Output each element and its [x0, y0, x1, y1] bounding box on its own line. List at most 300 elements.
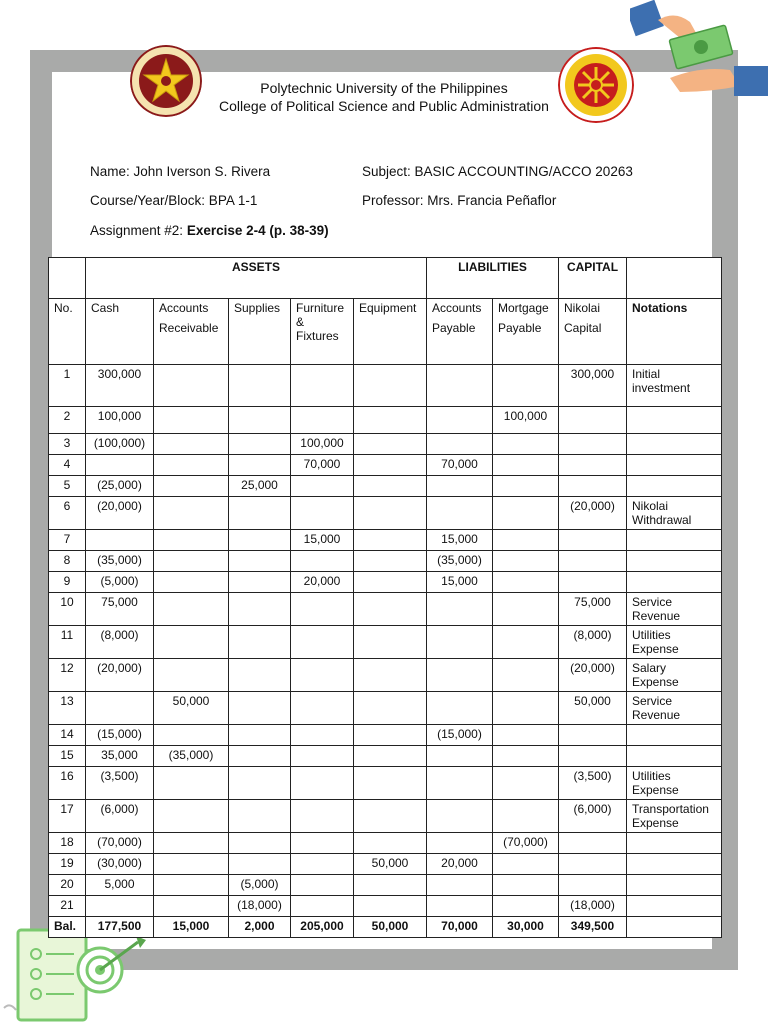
- mortgage-payable-cell: [493, 767, 559, 800]
- table-row: [49, 365, 722, 407]
- supplies-cell: [229, 626, 291, 659]
- notation-cell: [627, 455, 722, 476]
- row-no-cell: 18: [49, 833, 86, 854]
- cash-cell: [86, 455, 154, 476]
- equipment-cell: [354, 455, 427, 476]
- equipment-cell: [354, 572, 427, 593]
- table-row: [49, 476, 722, 497]
- supplies-cell: [229, 659, 291, 692]
- supplies-cell: [229, 365, 291, 407]
- balance-cash: 177,500: [86, 917, 154, 938]
- notation-line2: Expense: [632, 816, 679, 830]
- capital-cell: [559, 875, 627, 896]
- equipment-cell: [354, 833, 427, 854]
- col-cash-label: Cash: [91, 301, 120, 315]
- col-equipment-label: Equipment: [359, 301, 417, 315]
- balance-mortgage-payable: 30,000: [493, 917, 559, 938]
- accounts-payable-cell: (35,000): [427, 551, 493, 572]
- supplies-cell: [229, 551, 291, 572]
- col-supplies-label: Supplies: [234, 301, 281, 315]
- notation-cell: [627, 476, 722, 497]
- equipment-cell: [354, 767, 427, 800]
- assets-header: ASSETS: [86, 258, 427, 299]
- supplies-cell: [229, 407, 291, 434]
- capital-cell: [559, 476, 627, 497]
- equipment-cell: [354, 551, 427, 572]
- mortgage-payable-cell: [493, 800, 559, 833]
- table-row: [49, 530, 722, 551]
- capital-cell: [559, 455, 627, 476]
- group-header-row: [49, 258, 722, 299]
- student-name: Name: John Iverson S. Rivera: [90, 164, 271, 179]
- table-row: [49, 896, 722, 917]
- supplies-cell: [229, 746, 291, 767]
- mortgage-payable-cell: [493, 659, 559, 692]
- table-row: [49, 593, 722, 626]
- table-row: [49, 692, 722, 725]
- notation-line2: Expense: [632, 783, 679, 797]
- mortgage-payable-cell: [493, 854, 559, 875]
- balance-equipment: 50,000: [354, 917, 427, 938]
- notation-line2: Expense: [632, 675, 679, 689]
- capital-cell: [559, 725, 627, 746]
- mortgage-payable-cell: [493, 572, 559, 593]
- mortgage-payable-cell: 100,000: [493, 407, 559, 434]
- furniture-fixtures-cell: [291, 746, 354, 767]
- furniture-fixtures-cell: 70,000: [291, 455, 354, 476]
- accounts-payable-cell: [427, 407, 493, 434]
- accounts-receivable-cell: [154, 725, 229, 746]
- accounts-payable-cell: 70,000: [427, 455, 493, 476]
- cash-cell: 300,000: [86, 365, 154, 407]
- table-row: [49, 800, 722, 833]
- row-no-cell: 11: [49, 626, 86, 659]
- accounts-receivable-cell: [154, 800, 229, 833]
- blank-header-cell: [49, 258, 86, 299]
- col-mortgage-payable: [493, 299, 559, 365]
- furniture-fixtures-cell: [291, 767, 354, 800]
- supplies-cell: [229, 725, 291, 746]
- equipment-cell: 50,000: [354, 854, 427, 875]
- furniture-fixtures-cell: [291, 896, 354, 917]
- balance-notation: [627, 917, 722, 938]
- accounts-receivable-cell: (35,000): [154, 746, 229, 767]
- notation-cell: [627, 800, 722, 833]
- equipment-cell: [354, 725, 427, 746]
- capital-header: CAPITAL: [559, 258, 627, 299]
- accounting-equation-table: [48, 257, 722, 938]
- course-year-block: Course/Year/Block: BPA 1-1: [90, 193, 258, 208]
- notation-cell: [627, 896, 722, 917]
- capital-cell: (6,000): [559, 800, 627, 833]
- accounts-payable-cell: [427, 875, 493, 896]
- furniture-fixtures-cell: [291, 692, 354, 725]
- furniture-fixtures-cell: [291, 593, 354, 626]
- notation-line2: Revenue: [632, 609, 681, 623]
- cash-cell: [86, 530, 154, 551]
- row-no-cell: 2: [49, 407, 86, 434]
- col-mp-line2: Payable: [498, 321, 542, 335]
- row-no-cell: 9: [49, 572, 86, 593]
- row-no-cell: 8: [49, 551, 86, 572]
- col-nikolai-capital: [559, 299, 627, 365]
- table-row: [49, 833, 722, 854]
- notation-line1: Nikolai: [632, 499, 669, 513]
- notation-line1: Utilities: [632, 769, 671, 783]
- accounts-receivable-cell: [154, 551, 229, 572]
- furniture-fixtures-cell: [291, 875, 354, 896]
- col-mp-line1: Mortgage: [498, 301, 549, 315]
- cash-cell: (35,000): [86, 551, 154, 572]
- furniture-fixtures-cell: 100,000: [291, 434, 354, 455]
- cash-cell: (6,000): [86, 800, 154, 833]
- col-cash: [86, 299, 154, 365]
- accounts-receivable-cell: [154, 530, 229, 551]
- cash-cell: 35,000: [86, 746, 154, 767]
- equipment-cell: [354, 896, 427, 917]
- notation-cell: [627, 434, 722, 455]
- accounts-receivable-cell: [154, 434, 229, 455]
- notation-cell: [627, 365, 722, 407]
- balance-accounts-receivable: 15,000: [154, 917, 229, 938]
- notation-cell: [627, 530, 722, 551]
- accounts-payable-cell: [427, 626, 493, 659]
- notation-cell: [627, 593, 722, 626]
- col-ff-line3: Fixtures: [296, 329, 339, 343]
- mortgage-payable-cell: [493, 593, 559, 626]
- supplies-cell: (5,000): [229, 875, 291, 896]
- table-row: [49, 725, 722, 746]
- furniture-fixtures-cell: [291, 800, 354, 833]
- col-ap-line2: Payable: [432, 321, 476, 335]
- balance-furniture-fixtures: 205,000: [291, 917, 354, 938]
- mortgage-payable-cell: [493, 551, 559, 572]
- notation-line2: Withdrawal: [632, 513, 692, 527]
- col-furniture-fixtures: [291, 299, 354, 365]
- blank-header-cell: [627, 258, 722, 299]
- notation-cell: [627, 407, 722, 434]
- row-no-cell: 12: [49, 659, 86, 692]
- col-notations: [627, 299, 722, 365]
- mortgage-payable-cell: [493, 434, 559, 455]
- row-no-cell: 17: [49, 800, 86, 833]
- equipment-cell: [354, 593, 427, 626]
- table-row: [49, 497, 722, 530]
- cash-cell: (15,000): [86, 725, 154, 746]
- accounts-payable-cell: [427, 497, 493, 530]
- row-no-cell: 7: [49, 530, 86, 551]
- col-equipment: [354, 299, 427, 365]
- accounts-payable-cell: [427, 659, 493, 692]
- notation-cell: [627, 746, 722, 767]
- accounts-receivable-cell: [154, 626, 229, 659]
- accounts-receivable-cell: [154, 572, 229, 593]
- furniture-fixtures-cell: [291, 407, 354, 434]
- college-name: College of Political Science and Public Administration: [219, 98, 549, 114]
- col-cap-line2: Capital: [564, 321, 602, 335]
- supplies-cell: [229, 434, 291, 455]
- mortgage-payable-cell: [493, 497, 559, 530]
- notation-line1: Salary: [632, 661, 667, 675]
- accounts-receivable-cell: [154, 476, 229, 497]
- cash-cell: (100,000): [86, 434, 154, 455]
- table-row: [49, 626, 722, 659]
- capital-cell: (20,000): [559, 497, 627, 530]
- capital-cell: [559, 434, 627, 455]
- row-no-cell: 20: [49, 875, 86, 896]
- mortgage-payable-cell: [493, 530, 559, 551]
- notation-cell: [627, 767, 722, 800]
- balance-capital: 349,500: [559, 917, 627, 938]
- table-row: [49, 455, 722, 476]
- capital-cell: (18,000): [559, 896, 627, 917]
- col-accounts-receivable: [154, 299, 229, 365]
- col-ff-line1: Furniture: [296, 301, 345, 315]
- col-accounts-payable: [427, 299, 493, 365]
- accounts-receivable-cell: [154, 593, 229, 626]
- supplies-cell: [229, 455, 291, 476]
- furniture-fixtures-cell: [291, 725, 354, 746]
- col-no: [49, 299, 86, 365]
- accounts-payable-cell: (15,000): [427, 725, 493, 746]
- assignment-line: [90, 223, 329, 238]
- notation-cell: [627, 497, 722, 530]
- accounts-receivable-cell: [154, 875, 229, 896]
- accounts-payable-cell: [427, 746, 493, 767]
- table-row: [49, 746, 722, 767]
- accounts-payable-cell: [427, 800, 493, 833]
- professor: Professor: Mrs. Francia Peñaflor: [362, 193, 557, 208]
- row-no-cell: 5: [49, 476, 86, 497]
- accounts-payable-cell: [427, 365, 493, 407]
- accounts-payable-cell: [427, 476, 493, 497]
- mortgage-payable-cell: [493, 365, 559, 407]
- assignment-title: Exercise 2-4 (p. 38-39): [186, 223, 329, 238]
- mortgage-payable-cell: [493, 725, 559, 746]
- table-row: [49, 659, 722, 692]
- assignment-prefix: Assignment #2:: [90, 223, 187, 238]
- capital-cell: [559, 833, 627, 854]
- notation-line2: Expense: [632, 642, 679, 656]
- furniture-fixtures-cell: [291, 854, 354, 875]
- supplies-cell: 25,000: [229, 476, 291, 497]
- capital-cell: (8,000): [559, 626, 627, 659]
- cash-cell: (5,000): [86, 572, 154, 593]
- equipment-cell: [354, 530, 427, 551]
- mortgage-payable-cell: [493, 476, 559, 497]
- notation-cell: [627, 725, 722, 746]
- accounts-receivable-cell: [154, 365, 229, 407]
- accounts-payable-cell: [427, 434, 493, 455]
- furniture-fixtures-cell: [291, 365, 354, 407]
- cash-cell: 5,000: [86, 875, 154, 896]
- equipment-cell: [354, 407, 427, 434]
- cash-cell: (20,000): [86, 497, 154, 530]
- accounts-payable-cell: 15,000: [427, 572, 493, 593]
- mortgage-payable-cell: [493, 875, 559, 896]
- mortgage-payable-cell: [493, 746, 559, 767]
- supplies-cell: [229, 530, 291, 551]
- equipment-cell: [354, 659, 427, 692]
- row-no-cell: 10: [49, 593, 86, 626]
- accounts-receivable-cell: [154, 407, 229, 434]
- furniture-fixtures-cell: 15,000: [291, 530, 354, 551]
- equipment-cell: [354, 746, 427, 767]
- table-row: [49, 854, 722, 875]
- row-no-cell: 14: [49, 725, 86, 746]
- equipment-cell: [354, 365, 427, 407]
- table-row: [49, 551, 722, 572]
- university-name: Polytechnic University of the Philippines: [260, 80, 508, 96]
- accounts-payable-cell: [427, 767, 493, 800]
- mortgage-payable-cell: [493, 455, 559, 476]
- notation-line1: Initial: [632, 367, 661, 381]
- supplies-cell: (18,000): [229, 896, 291, 917]
- accounts-payable-cell: [427, 896, 493, 917]
- table-row: [49, 434, 722, 455]
- furniture-fixtures-cell: 20,000: [291, 572, 354, 593]
- row-no-cell: 6: [49, 497, 86, 530]
- accounts-receivable-cell: [154, 854, 229, 875]
- capital-cell: [559, 572, 627, 593]
- cash-cell: (25,000): [86, 476, 154, 497]
- capital-cell: 300,000: [559, 365, 627, 407]
- notation-cell: [627, 875, 722, 896]
- equipment-cell: [354, 497, 427, 530]
- capital-cell: [559, 551, 627, 572]
- notation-line2: investment: [632, 381, 691, 395]
- accounts-receivable-cell: [154, 455, 229, 476]
- capital-cell: [559, 746, 627, 767]
- notation-cell: [627, 626, 722, 659]
- column-header-row: [49, 299, 722, 365]
- supplies-cell: [229, 692, 291, 725]
- notation-cell: [627, 572, 722, 593]
- notation-line1: Service: [632, 595, 673, 609]
- cash-cell: (70,000): [86, 833, 154, 854]
- supplies-cell: [229, 572, 291, 593]
- notation-cell: [627, 833, 722, 854]
- mortgage-payable-cell: (70,000): [493, 833, 559, 854]
- equipment-cell: [354, 692, 427, 725]
- col-cap-line1: Nikolai: [564, 301, 601, 315]
- mortgage-payable-cell: [493, 896, 559, 917]
- accounts-receivable-cell: [154, 767, 229, 800]
- col-ap-line1: Accounts: [432, 301, 482, 315]
- notation-line2: Revenue: [632, 708, 681, 722]
- subject: Subject: BASIC ACCOUNTING/ACCO 20263: [362, 164, 633, 179]
- notation-line1: Service: [632, 694, 673, 708]
- notation-cell: [627, 692, 722, 725]
- equipment-cell: [354, 626, 427, 659]
- balance-row: [49, 917, 722, 938]
- furniture-fixtures-cell: [291, 626, 354, 659]
- capital-cell: [559, 530, 627, 551]
- furniture-fixtures-cell: [291, 833, 354, 854]
- supplies-cell: [229, 833, 291, 854]
- table-row: [49, 407, 722, 434]
- supplies-cell: [229, 593, 291, 626]
- col-ff-line2: &: [296, 315, 305, 329]
- accounts-receivable-cell: [154, 833, 229, 854]
- col-ar-line1: Accounts: [159, 301, 209, 315]
- accounts-payable-cell: [427, 593, 493, 626]
- cash-cell: 75,000: [86, 593, 154, 626]
- cash-cell: [86, 896, 154, 917]
- furniture-fixtures-cell: [291, 476, 354, 497]
- accounts-payable-cell: [427, 833, 493, 854]
- notation-line1: Utilities: [632, 628, 671, 642]
- row-no-cell: 1: [49, 365, 86, 407]
- row-no-cell: 16: [49, 767, 86, 800]
- equipment-cell: [354, 434, 427, 455]
- row-no-cell: 15: [49, 746, 86, 767]
- supplies-cell: [229, 854, 291, 875]
- col-supplies: [229, 299, 291, 365]
- row-no-cell: 3: [49, 434, 86, 455]
- row-no-cell: 4: [49, 455, 86, 476]
- mortgage-payable-cell: [493, 692, 559, 725]
- balance-accounts-payable: 70,000: [427, 917, 493, 938]
- liabilities-header: LIABILITIES: [427, 258, 559, 299]
- col-ar-line2: Receivable: [159, 321, 219, 335]
- accounts-receivable-cell: [154, 896, 229, 917]
- furniture-fixtures-cell: [291, 497, 354, 530]
- furniture-fixtures-cell: [291, 659, 354, 692]
- table-row: [49, 875, 722, 896]
- capital-cell: (3,500): [559, 767, 627, 800]
- cash-cell: (30,000): [86, 854, 154, 875]
- row-no-cell: 21: [49, 896, 86, 917]
- notation-line1: Transportation: [632, 802, 709, 816]
- cash-cell: 100,000: [86, 407, 154, 434]
- accounts-receivable-cell: [154, 659, 229, 692]
- table-row: [49, 767, 722, 800]
- capital-cell: (20,000): [559, 659, 627, 692]
- accounts-payable-cell: 15,000: [427, 530, 493, 551]
- row-no-cell: 19: [49, 854, 86, 875]
- balance-supplies: 2,000: [229, 917, 291, 938]
- table-row: [49, 572, 722, 593]
- col-no-label: No.: [54, 301, 73, 315]
- equipment-cell: [354, 800, 427, 833]
- cash-cell: (8,000): [86, 626, 154, 659]
- col-notations-label: Notations: [632, 301, 688, 315]
- capital-cell: 75,000: [559, 593, 627, 626]
- mortgage-payable-cell: [493, 626, 559, 659]
- accounts-receivable-cell: 50,000: [154, 692, 229, 725]
- accounts-payable-cell: [427, 692, 493, 725]
- cash-cell: (3,500): [86, 767, 154, 800]
- equipment-cell: [354, 875, 427, 896]
- supplies-cell: [229, 800, 291, 833]
- cash-cell: [86, 692, 154, 725]
- notation-cell: [627, 551, 722, 572]
- accounts-receivable-cell: [154, 497, 229, 530]
- equipment-cell: [354, 476, 427, 497]
- supplies-cell: [229, 767, 291, 800]
- notation-cell: [627, 854, 722, 875]
- notation-cell: [627, 659, 722, 692]
- cash-cell: (20,000): [86, 659, 154, 692]
- balance-label: Bal.: [49, 917, 86, 938]
- row-no-cell: 13: [49, 692, 86, 725]
- accounts-payable-cell: 20,000: [427, 854, 493, 875]
- supplies-cell: [229, 497, 291, 530]
- capital-cell: [559, 854, 627, 875]
- capital-cell: 50,000: [559, 692, 627, 725]
- capital-cell: [559, 407, 627, 434]
